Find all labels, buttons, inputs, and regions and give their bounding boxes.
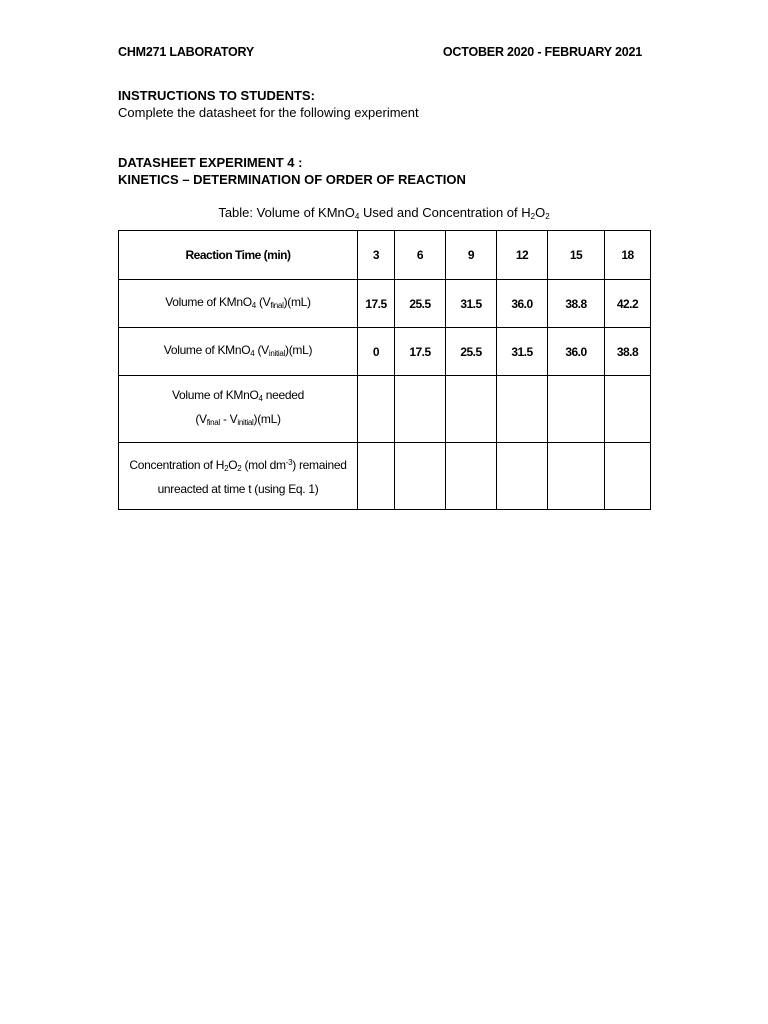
needed-line1-text: Volume of KMnO: [172, 388, 259, 402]
datasheet-subtitle: KINETICS – DETERMINATION OF ORDER OF REACTION: [118, 172, 466, 187]
empty-cell: [395, 376, 446, 443]
caption-sub-3: 2: [545, 212, 550, 221]
vfinal-cell: 38.8: [548, 280, 605, 328]
vinitial-label-text: Volume of KMnO: [163, 342, 251, 357]
instructions-body: Complete the datasheet for the following experiment: [118, 105, 419, 120]
vinitial-label-open: (V: [254, 342, 269, 357]
table-row-reaction-time: [119, 231, 651, 280]
table-row-volume-needed: [119, 376, 651, 443]
conc-sup: -3: [285, 458, 293, 467]
empty-cell: [446, 443, 497, 510]
vfinal-label-sub: 4: [251, 300, 256, 310]
table-row-vinitial: [119, 328, 651, 376]
time-cell: 12: [497, 231, 548, 280]
vinitial-cell: 0: [358, 328, 395, 376]
time-cell: 9: [446, 231, 497, 280]
time-cell: 15: [548, 231, 605, 280]
concentration-label: [119, 443, 358, 510]
conc-o: O: [228, 458, 238, 472]
kinetics-table: [118, 230, 651, 510]
vfinal-cell: 31.5: [446, 280, 497, 328]
needed-line2-initial: initial: [237, 418, 254, 427]
vfinal-cell: 17.5: [358, 280, 395, 328]
instructions-title: INSTRUCTIONS TO STUDENTS:: [118, 88, 315, 103]
empty-cell: [497, 376, 548, 443]
time-cell: 18: [605, 231, 651, 280]
empty-cell: [358, 443, 395, 510]
vfinal-label-open: (V: [255, 294, 271, 309]
caption-text-3: O: [535, 205, 546, 220]
empty-cell: [446, 376, 497, 443]
empty-cell: [358, 376, 395, 443]
vfinal-label-close: )(mL): [283, 294, 311, 309]
conc-line2: unreacted at time t (using Eq. 1): [157, 482, 319, 496]
datasheet-title: DATASHEET EXPERIMENT 4 :: [118, 155, 303, 170]
vinitial-cell: 38.8: [605, 328, 651, 376]
time-cell: 6: [395, 231, 446, 280]
conc-sub-b: 2: [237, 464, 242, 473]
needed-line2-dash: - V: [219, 412, 238, 426]
conc-line1-text: Concentration of H: [129, 458, 225, 472]
vfinal-cell: 42.2: [605, 280, 651, 328]
conc-sub-a: 2: [224, 464, 229, 473]
needed-line2-close: )(mL): [253, 412, 281, 426]
vinitial-label-initial: initial: [268, 348, 286, 358]
empty-cell: [548, 443, 605, 510]
vinitial-cell: 17.5: [395, 328, 446, 376]
vinitial-label-close: )(mL): [285, 342, 313, 357]
course-header: CHM271 LABORATORY: [118, 45, 254, 59]
vinitial-cell: 25.5: [446, 328, 497, 376]
vfinal-label: [119, 280, 358, 328]
reaction-time-label: Reaction Time (min): [119, 231, 358, 280]
empty-cell: [395, 443, 446, 510]
vfinal-label-final: final: [270, 300, 284, 310]
table-row-vfinal: [119, 280, 651, 328]
semester-header: OCTOBER 2020 - FEBRUARY 2021: [442, 45, 642, 59]
caption-text-2: Used and Concentration of H: [359, 205, 531, 220]
vinitial-label-sub: 4: [250, 348, 255, 358]
empty-cell: [605, 443, 651, 510]
needed-line2-open: (V: [195, 412, 207, 426]
needed-line2-final: final: [206, 418, 220, 427]
table-caption: [118, 205, 650, 221]
vinitial-label: [119, 328, 358, 376]
empty-cell: [497, 443, 548, 510]
needed-line1-post: needed: [262, 388, 304, 402]
table-row-concentration: [119, 443, 651, 510]
empty-cell: [548, 376, 605, 443]
time-cell: 3: [358, 231, 395, 280]
vfinal-label-text: Volume of KMnO: [165, 294, 252, 309]
empty-cell: [605, 376, 651, 443]
vinitial-cell: 36.0: [548, 328, 605, 376]
conc-units-post: ) remained: [292, 458, 347, 472]
needed-line1-sub: 4: [258, 394, 263, 403]
vinitial-cell: 31.5: [497, 328, 548, 376]
vfinal-cell: 36.0: [497, 280, 548, 328]
volume-needed-label: [119, 376, 358, 443]
caption-sub-2: 2: [530, 212, 536, 221]
caption-text-1: Table: Volume of KMnO: [218, 205, 355, 220]
vfinal-cell: 25.5: [395, 280, 446, 328]
conc-units-pre: (mol dm: [241, 458, 286, 472]
caption-sub-1: 4: [354, 212, 360, 221]
